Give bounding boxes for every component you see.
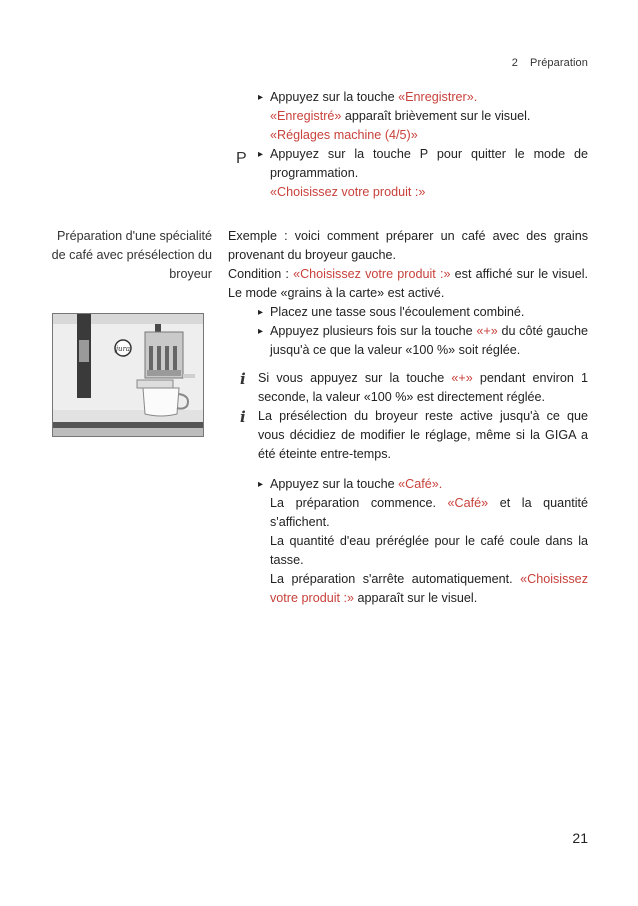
- p-key-symbol: P: [236, 150, 247, 167]
- machine-illustration: [52, 313, 204, 437]
- step-press-p: ▸ Appuyez sur la touche P pour quitter le mode de programmation.: [258, 145, 588, 183]
- sidebar-heading: Préparation d'une spécialité de café avec présélection du broyeur: [51, 229, 212, 281]
- info-note-2: i La présélection du broyeur reste active jusqu'à ce que vous décidiez de modifier le réglage, même si la GIGA a été éteinte entre-temps.: [240, 408, 588, 461]
- choose-product-label: «Choisissez votre produit :»: [270, 185, 426, 199]
- running-header: [512, 54, 588, 73]
- example-paragraph: Exemple : voici comment préparer un café avec des grains provenant du broyeur gauche.: [228, 229, 588, 262]
- step-place-cup: ▸ Placez une tasse sous l'écoulement combiné.: [258, 303, 588, 322]
- chapter-title: Préparation: [530, 57, 588, 69]
- coffee-machine-icon: [53, 314, 203, 436]
- page-number: 21: [572, 830, 588, 846]
- condition-paragraph: Condition : «Choisissez votre produit :» est affiché sur le visuel. Le mode «grains à la carte» est activé.: [228, 267, 589, 300]
- step-press-coffee: ▸ Appuyez sur la touche «Café».: [258, 475, 588, 494]
- main-body: [228, 227, 588, 608]
- step-list-2: [228, 475, 588, 608]
- machine-settings-label: «Réglages machine (4/5)»: [270, 128, 418, 142]
- jura-logo: jura: [115, 345, 131, 353]
- info-icon: i: [240, 408, 246, 426]
- info-note-1: i Si vous appuyez sur la touche «+» pendant environ 1 seconde, la valeur «100 %» est directement réglée.: [240, 370, 588, 404]
- step-coffee-end: La préparation s'arrête automatiquement. «Choisissez votre produit :» apparaît sur le visuel.: [270, 572, 588, 605]
- chapter-number: 2: [511, 57, 519, 69]
- step-press-plus: ▸ Appuyez plusieurs fois sur la touche «+» du côté gauche jusqu'à ce que la valeur «100 %» soit réglée.: [258, 322, 588, 360]
- step-coffee-result: La préparation commence. «Café» et la quantité s'affichent.: [270, 496, 588, 529]
- step-coffee-flow: La quantité d'eau préréglée pour le café coule dans la tasse.: [270, 534, 588, 567]
- step-press-save: ▸ Appuyez sur la touche «Enregistrer».: [258, 88, 588, 107]
- step-save-result: «Enregistré» apparaît brièvement sur le visuel.: [270, 109, 531, 123]
- save-key-label: «Enregistrer».: [398, 90, 478, 104]
- info-icon: i: [240, 370, 246, 388]
- step-list: [228, 303, 588, 360]
- top-steps: [258, 88, 588, 202]
